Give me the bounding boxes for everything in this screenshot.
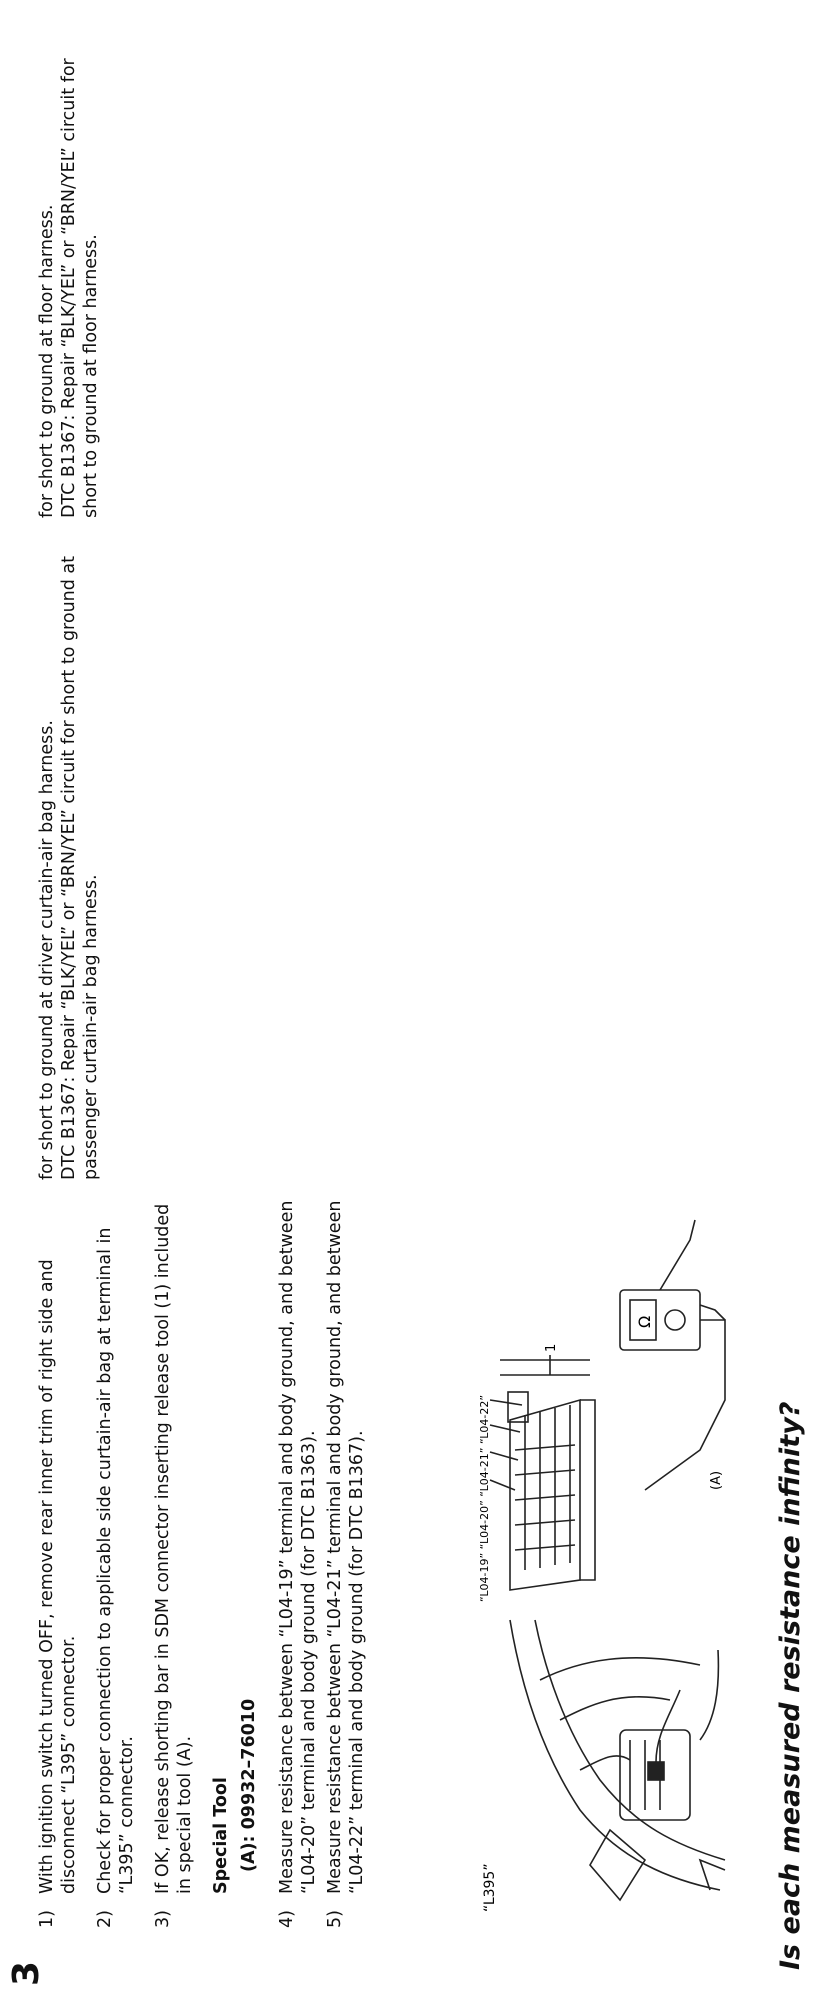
question-text: Is each measured resistance infinity?: [775, 1401, 806, 1970]
right-column: [36, 8, 102, 518]
middle-text-line: for short to ground at driver curtain-air bag harness.: [37, 720, 57, 1180]
connector-label: “L395”: [482, 1863, 498, 1912]
step-text: If OK, release shorting bar in SDM connector inserting release tool (1) included in special tool (A).: [153, 1203, 195, 1894]
step-text: Measure resistance between “L04-21” terminal and body ground, and between “L04-22” terminal and body ground (for DTC B1367).: [325, 1200, 367, 1894]
vehicle-interior-sketch: [510, 1620, 725, 1900]
callout-a: (A): [709, 1470, 724, 1490]
sdm-connector-sketch: [490, 1220, 725, 1590]
step-text: With ignition switch turned OFF, remove rear inner trim of right side and disconnect “L395” connector.: [37, 1259, 79, 1894]
ohm-symbol: Ω: [635, 1315, 654, 1328]
middle-text-line: DTC B1367: Repair “BLK/YEL” or “BRN/YEL” circuit for short to ground at passenger curtain-air bag harness.: [59, 555, 101, 1180]
step-num: 4): [277, 1910, 297, 1928]
step-number: 3: [6, 1960, 47, 1986]
step-num: 1): [37, 1910, 57, 1928]
connector-diagram: [470, 1200, 740, 1920]
special-tool-heading: Special Tool: [211, 1777, 231, 1894]
step-num: 2): [95, 1910, 115, 1928]
step-num: 3): [153, 1910, 173, 1928]
step-text: Check for proper connection to applicable side curtain-air bag at terminal in “L395” connector.: [95, 1227, 137, 1894]
connector-diagram-svg: [470, 1200, 740, 1920]
step-item: [94, 1188, 138, 1928]
step-item: [276, 1188, 320, 1928]
special-tool-value: (A): 09932–76010: [239, 1698, 259, 1872]
step-item: [36, 1188, 80, 1928]
step-item: [152, 1188, 196, 1928]
instructions-column: [36, 1188, 382, 1928]
step-num: 5): [325, 1910, 345, 1928]
right-text-line: DTC B1367: Repair “BLK/YEL” or “BRN/YEL” circuit for short to ground at floor harness.: [59, 58, 101, 518]
callout-1: 1: [544, 1343, 559, 1352]
right-text-line: for short to ground at floor harness.: [37, 204, 57, 518]
step-text: Measure resistance between “L04-19” terminal and body ground, and between “L04-20” terminal and body ground (for DTC B1363).: [277, 1200, 319, 1894]
step-item: [324, 1188, 368, 1928]
terminal-labels: “L04-19” “L04-20” “L04-21” “L04-22”: [478, 1394, 491, 1602]
middle-column: [36, 530, 102, 1180]
